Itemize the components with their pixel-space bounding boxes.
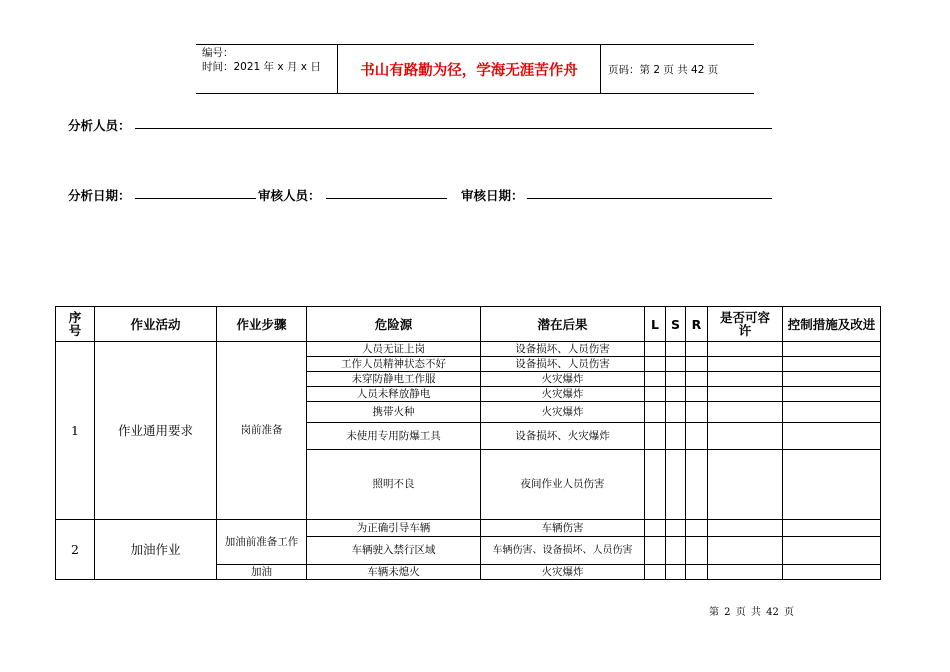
reviewer-label: 审核人员：	[258, 188, 321, 203]
hazard-analysis-table	[55, 306, 881, 580]
control-cell[interactable]	[783, 357, 881, 372]
l-cell[interactable]	[645, 387, 666, 402]
col-header-r: R	[686, 307, 708, 342]
l-cell[interactable]	[645, 520, 666, 537]
s-cell[interactable]	[666, 342, 686, 357]
r-cell[interactable]	[686, 520, 708, 537]
tolerable-cell[interactable]	[708, 537, 783, 565]
hazard-cell: 为正确引导车辆	[307, 520, 481, 537]
consequence-cell: 火灾爆炸	[481, 372, 645, 387]
review-date-field[interactable]	[527, 198, 772, 199]
r-cell[interactable]	[686, 402, 708, 423]
hazard-cell: 照明不良	[307, 450, 481, 520]
tolerable-cell[interactable]	[708, 520, 783, 537]
consequence-cell: 夜间作业人员伤害	[481, 450, 645, 520]
control-cell[interactable]	[783, 342, 881, 357]
s-cell[interactable]	[666, 357, 686, 372]
s-cell[interactable]	[666, 520, 686, 537]
col-header-control: 控制措施及改进	[783, 307, 881, 342]
tolerable-cell[interactable]	[708, 402, 783, 423]
hazard-cell: 未穿防静电工作服	[307, 372, 481, 387]
s-cell[interactable]	[666, 402, 686, 423]
hazard-cell: 车辆驶入禁行区域	[307, 537, 481, 565]
review-date-label: 审核日期：	[461, 188, 524, 203]
l-cell[interactable]	[645, 565, 666, 580]
reviewer-field[interactable]	[326, 198, 447, 199]
analyst-field[interactable]	[135, 128, 772, 129]
consequence-cell: 设备损坏、火灾爆炸	[481, 423, 645, 450]
consequence-cell: 车辆伤害、设备损坏、人员伤害	[481, 537, 645, 565]
page-number-label: 页码：第 2 页 共 42 页	[608, 63, 719, 76]
tolerable-cell[interactable]	[708, 423, 783, 450]
control-cell[interactable]	[783, 520, 881, 537]
col-header-activity: 作业活动	[95, 307, 217, 342]
r-cell[interactable]	[686, 357, 708, 372]
l-cell[interactable]	[645, 537, 666, 565]
col-header-s: S	[666, 307, 686, 342]
r-cell[interactable]	[686, 565, 708, 580]
l-cell[interactable]	[645, 372, 666, 387]
activity-cell: 加油作业	[95, 520, 217, 580]
hazard-cell: 未使用专用防爆工具	[307, 423, 481, 450]
l-cell[interactable]	[645, 357, 666, 372]
col-header-consequence: 潜在后果	[481, 307, 645, 342]
consequence-cell: 设备损坏、人员伤害	[481, 342, 645, 357]
r-cell[interactable]	[686, 372, 708, 387]
analysis-date-field[interactable]	[135, 198, 256, 199]
col-header-step: 作业步骤	[217, 307, 307, 342]
l-cell[interactable]	[645, 423, 666, 450]
r-cell[interactable]	[686, 537, 708, 565]
hazard-cell: 人员无证上岗	[307, 342, 481, 357]
page-footer: 第 2 页 共 42 页	[709, 607, 794, 618]
step-cell: 加油前准备工作	[217, 520, 307, 565]
seq-cell: 2	[56, 520, 95, 580]
s-cell[interactable]	[666, 537, 686, 565]
col-header-hazard: 危险源	[307, 307, 481, 342]
s-cell[interactable]	[666, 450, 686, 520]
tolerable-cell[interactable]	[708, 565, 783, 580]
control-cell[interactable]	[783, 402, 881, 423]
analyst-label: 分析人员：	[68, 118, 131, 133]
motto-text: 书山有路勤为径，学海无涯苦作舟	[360, 61, 578, 79]
motto-cell	[338, 45, 601, 93]
tolerable-cell[interactable]	[708, 372, 783, 387]
tolerable-cell[interactable]	[708, 387, 783, 402]
s-cell[interactable]	[666, 387, 686, 402]
number-label: 编号：	[202, 47, 234, 59]
table-header-row	[56, 307, 881, 342]
analysis-date-label: 分析日期：	[68, 188, 131, 203]
s-cell[interactable]	[666, 565, 686, 580]
tolerable-cell[interactable]	[708, 450, 783, 520]
control-cell[interactable]	[783, 565, 881, 580]
page-number-cell	[600, 45, 754, 93]
s-cell[interactable]	[666, 423, 686, 450]
r-cell[interactable]	[686, 387, 708, 402]
col-header-l: L	[645, 307, 666, 342]
tolerable-cell[interactable]	[708, 342, 783, 357]
hazard-cell: 携带火种	[307, 402, 481, 423]
consequence-cell: 火灾爆炸	[481, 565, 645, 580]
consequence-cell: 车辆伤害	[481, 520, 645, 537]
hazard-cell: 车辆未熄火	[307, 565, 481, 580]
l-cell[interactable]	[645, 402, 666, 423]
r-cell[interactable]	[686, 450, 708, 520]
consequence-cell: 火灾爆炸	[481, 402, 645, 423]
col-header-seq: 序号	[56, 307, 95, 342]
s-cell[interactable]	[666, 372, 686, 387]
header-info-cell	[196, 45, 338, 93]
l-cell[interactable]	[645, 342, 666, 357]
document-header	[196, 44, 754, 94]
hazard-cell: 人员未释放静电	[307, 387, 481, 402]
control-cell[interactable]	[783, 450, 881, 520]
activity-cell: 作业通用要求	[95, 342, 217, 520]
control-cell[interactable]	[783, 387, 881, 402]
r-cell[interactable]	[686, 423, 708, 450]
step-cell: 加油	[217, 565, 307, 580]
tolerable-cell[interactable]	[708, 357, 783, 372]
table-row	[56, 342, 881, 357]
consequence-cell: 火灾爆炸	[481, 387, 645, 402]
hazard-cell: 工作人员精神状态不好	[307, 357, 481, 372]
col-header-tolerable: 是否可容许	[708, 307, 783, 342]
time-label: 时间：2021 年 x 月 x 日	[202, 61, 321, 73]
consequence-cell: 设备损坏、人员伤害	[481, 357, 645, 372]
table-row	[56, 520, 881, 537]
r-cell[interactable]	[686, 342, 708, 357]
step-cell: 岗前准备	[217, 342, 307, 520]
control-cell[interactable]	[783, 423, 881, 450]
seq-cell: 1	[56, 342, 95, 520]
l-cell[interactable]	[645, 450, 666, 520]
control-cell[interactable]	[783, 372, 881, 387]
control-cell[interactable]	[783, 537, 881, 565]
